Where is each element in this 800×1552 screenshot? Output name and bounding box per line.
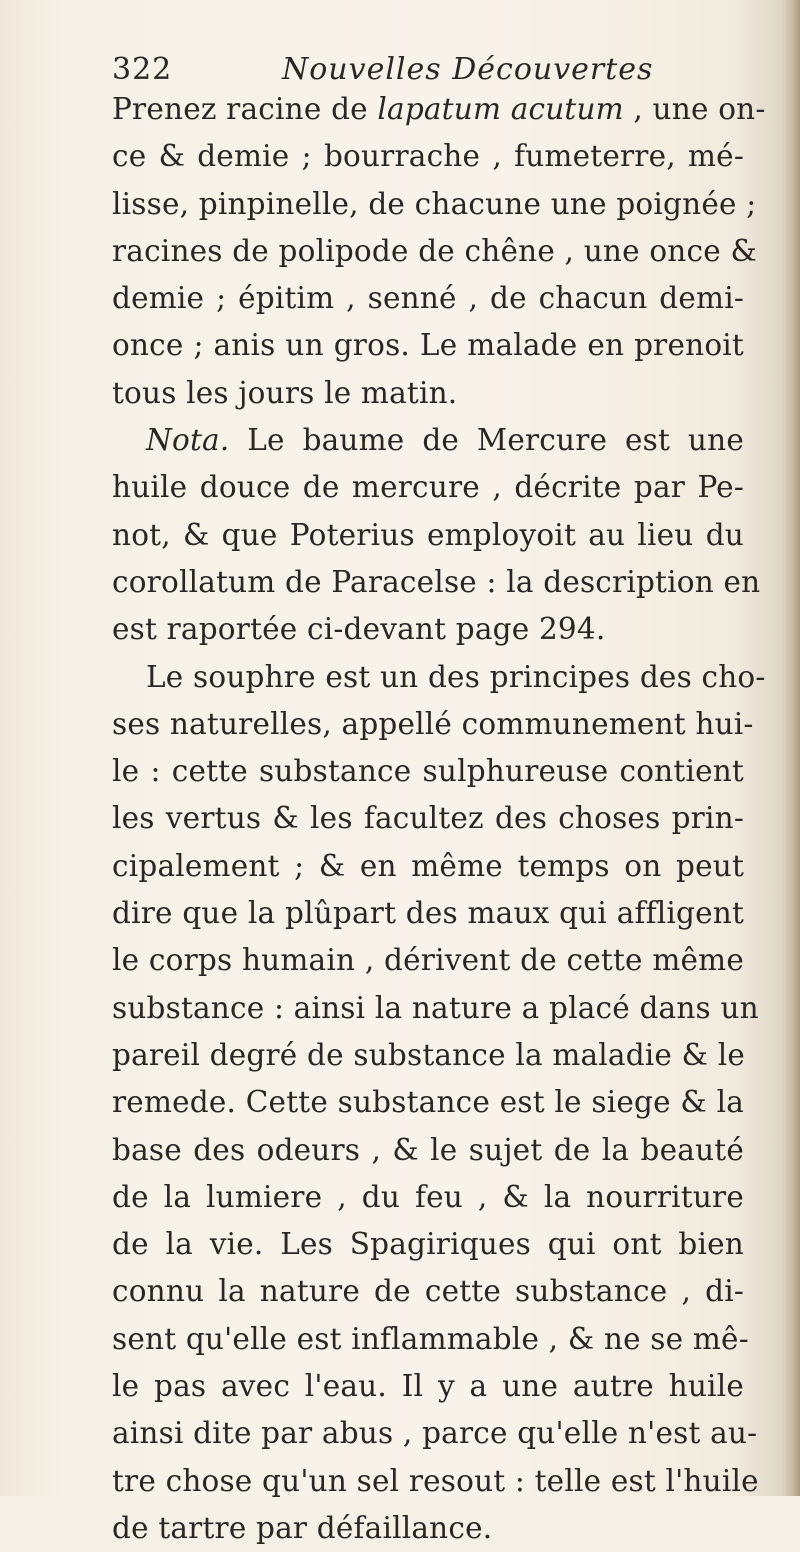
text-line: tre chose qu'un sel resout : telle est l'huile <box>112 1463 759 1498</box>
text-line: base des odeurs , & le sujet de la beauté <box>112 1132 744 1167</box>
running-title: Nouvelles Découvertes <box>282 52 654 87</box>
text-line: cipalement ; & en même temps on peut <box>112 848 744 883</box>
text-line: le pas avec l'eau. Il y a une autre huile <box>112 1369 744 1404</box>
text-line: de la lumiere , du feu , & la nourriture <box>112 1179 744 1214</box>
text-line: le : cette substance sulphureuse contient <box>112 754 744 789</box>
text-line: de tartre par défaillance. <box>112 1510 493 1545</box>
text-line: huile douce de mercure , décrite par Pe- <box>112 470 744 505</box>
text-line: est raportée ci-devant page 294. <box>112 612 606 647</box>
italic-text: Nota. <box>146 423 230 458</box>
text-line: ce & demie ; bourrache , fumeterre, mé- <box>112 139 744 174</box>
text-line: de la vie. Les Spagiriques qui ont bien <box>112 1227 744 1262</box>
text-line: dire que la plûpart des maux qui affligent <box>112 896 744 931</box>
text-line: substance : ainsi la nature a placé dans un <box>112 990 759 1025</box>
text-line: le corps humain , dérivent de cette même <box>112 943 744 978</box>
text-line: connu la nature de cette substance , di- <box>112 1274 744 1309</box>
text-line: Le souphre est un des principes des cho- <box>146 659 766 694</box>
text-segment: Le baume de Mercure est une <box>229 423 744 458</box>
text-line: ainsi dite par abus , parce qu'elle n'est au- <box>112 1416 758 1451</box>
page-number: 322 <box>112 52 173 87</box>
page-edge-shadow <box>782 0 800 1496</box>
text-line: les vertus & les facultez des choses prin- <box>112 801 744 836</box>
text-line: once ; anis un gros. Le malade en prenoit <box>112 328 744 363</box>
text-line: corollatum de Paracelse : la description en <box>112 564 761 599</box>
text-line: sent qu'elle est inflammable , & ne se mê- <box>112 1321 749 1356</box>
body-text <box>112 86 766 1552</box>
text-line <box>112 86 766 133</box>
text-segment: Prenez racine de <box>112 92 378 126</box>
text-line: not, & que Poterius employoit au lieu du <box>112 517 744 552</box>
text-line: lisse, pinpinelle, de chacune une poignée ; <box>112 186 757 221</box>
italic-text: lapatum acutum <box>377 92 624 126</box>
text-line: pareil degré de substance la maladie & le <box>112 1037 745 1072</box>
text-line: ses naturelles, appellé communement hui- <box>112 706 754 741</box>
text-line: racines de polipode de chêne , une once & <box>112 233 757 268</box>
text-line: demie ; épitim , senné , de chacun demi- <box>112 281 744 316</box>
text-line: remede. Cette substance est le siege & la <box>112 1085 744 1120</box>
text-segment: , une on- <box>623 92 766 126</box>
text-line <box>112 417 744 464</box>
text-line: tous les jours le matin. <box>112 375 458 410</box>
